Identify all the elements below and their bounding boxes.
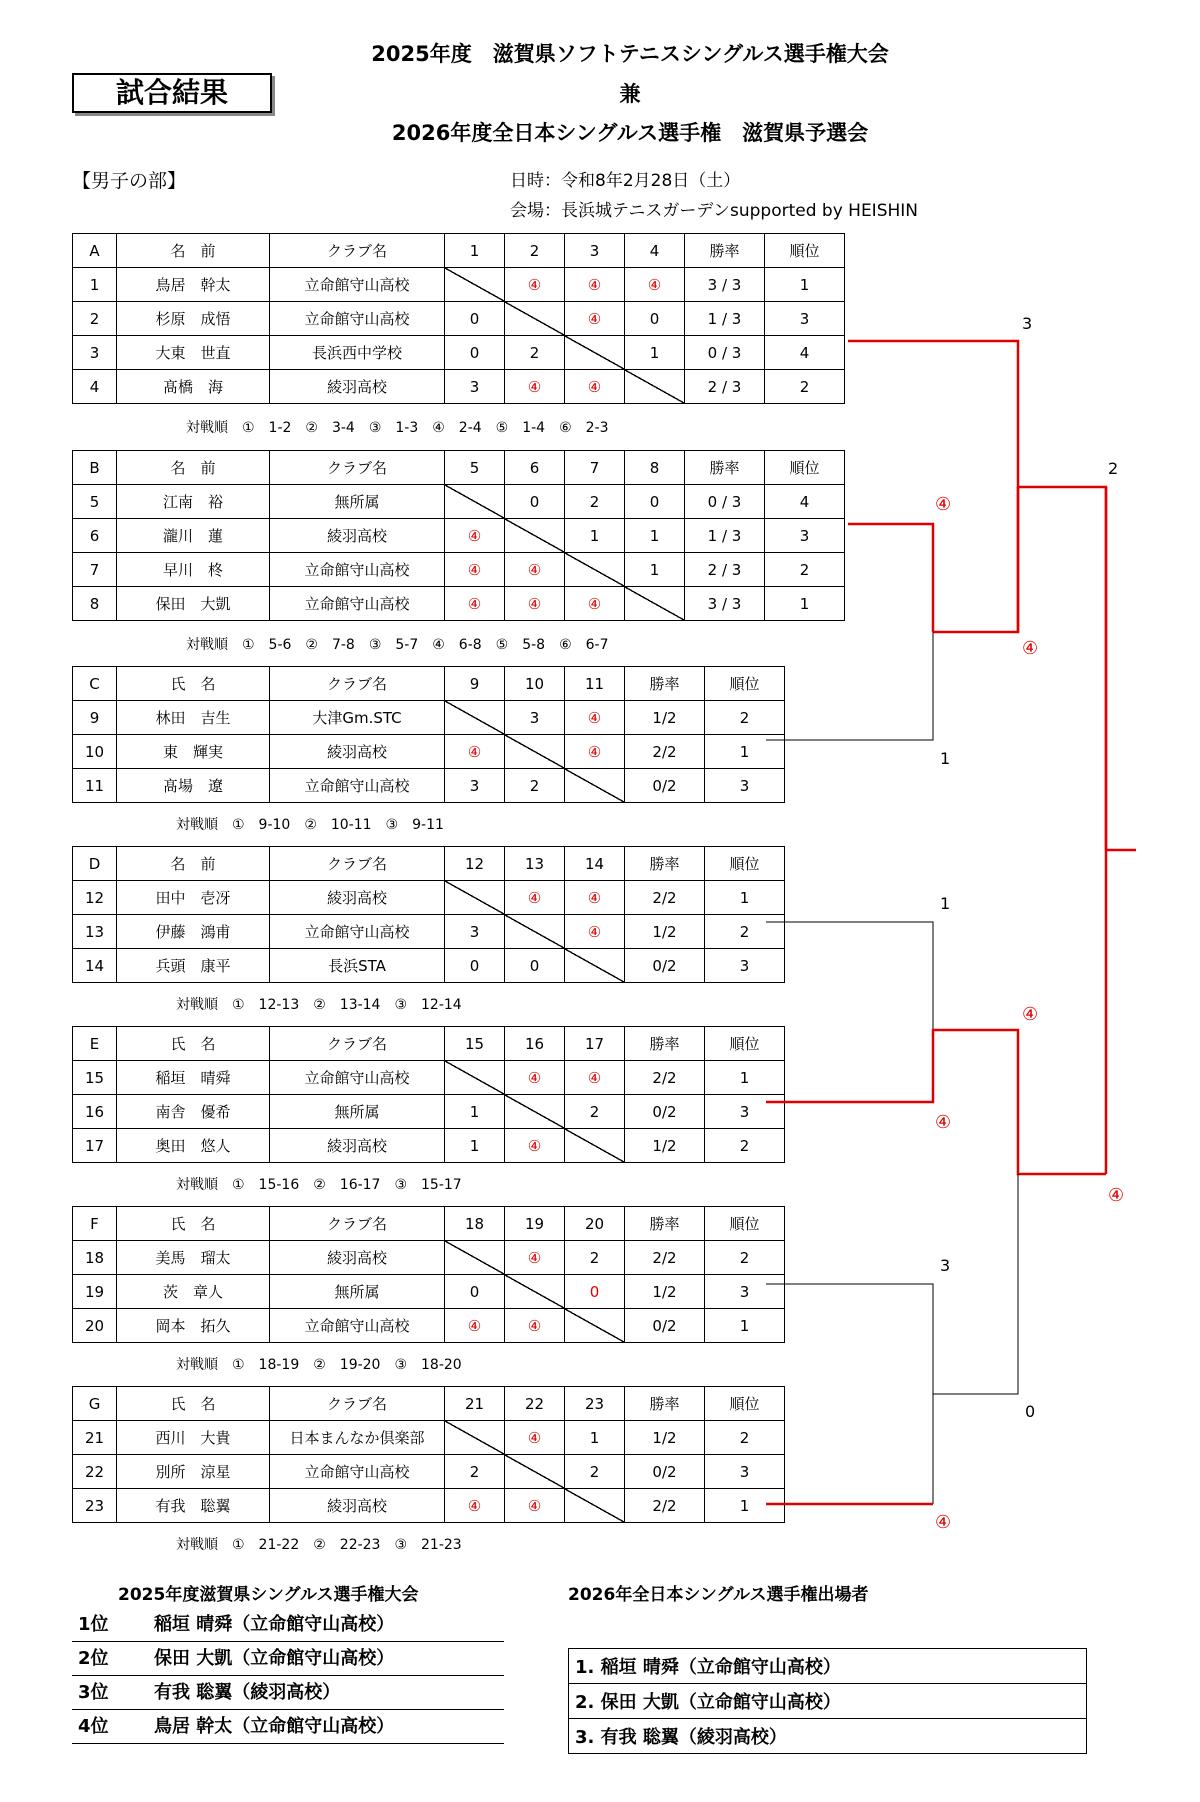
- win-rate: 1/2: [625, 701, 705, 735]
- player-name: 岡本 拓久: [117, 1309, 270, 1343]
- win-rate-header: 勝率: [685, 451, 765, 485]
- player-number: 19: [73, 1275, 117, 1309]
- win-rate: 2/2: [625, 735, 705, 769]
- win-rate-header: 勝率: [625, 667, 705, 701]
- bracket-score-a: 3: [1022, 314, 1033, 333]
- match-score: ④: [565, 701, 625, 735]
- win-rate-header: 勝率: [685, 234, 765, 268]
- player-number: 9: [73, 701, 117, 735]
- group-letter: A: [73, 234, 117, 268]
- group-rank: 2: [705, 1421, 785, 1455]
- player-name: 別所 涼星: [117, 1455, 270, 1489]
- player-number: 8: [73, 587, 117, 621]
- rank-header: 順位: [705, 667, 785, 701]
- match-score: 2: [565, 1241, 625, 1275]
- player-name: 大東 世直: [117, 336, 270, 370]
- match-order: 対戦順 ① 1-2 ② 3-4 ③ 1-3 ④ 2-4 ⑤ 1-4 ⑥ 2-3: [186, 420, 609, 436]
- group-rank: 1: [765, 268, 845, 302]
- opponent-number-header: 6: [505, 451, 565, 485]
- win-rate: 2 / 3: [685, 370, 765, 404]
- player-club: 立命館守山高校: [270, 769, 445, 803]
- win-rate: 0 / 3: [685, 336, 765, 370]
- group-letter: G: [73, 1387, 117, 1421]
- match-score: ④: [445, 553, 505, 587]
- player-club: 長浜西中学校: [270, 336, 445, 370]
- rank-position: 4位: [78, 1716, 109, 1737]
- player-name: 兵頭 康平: [117, 949, 270, 983]
- match-score: ④: [505, 1241, 565, 1275]
- player-name: 早川 柊: [117, 553, 270, 587]
- club-header: クラブ名: [270, 451, 445, 485]
- match-score: 1: [445, 1129, 505, 1163]
- opponent-number-header: 21: [445, 1387, 505, 1421]
- player-club: 立命館守山高校: [270, 553, 445, 587]
- player-club: 立命館守山高校: [270, 915, 445, 949]
- player-club: 立命館守山高校: [270, 268, 445, 302]
- win-rate: 0 / 3: [685, 485, 765, 519]
- player-number: 20: [73, 1309, 117, 1343]
- player-name: 南舎 優希: [117, 1095, 270, 1129]
- player-club: 綾羽高校: [270, 370, 445, 404]
- win-rate: 0/2: [625, 1309, 705, 1343]
- bracket-score-final-bottom: ④: [1108, 1185, 1125, 1206]
- match-score: ④: [565, 370, 625, 404]
- player-name: 林田 吉生: [117, 701, 270, 735]
- player-number: 13: [73, 915, 117, 949]
- opponent-number-header: 13: [505, 847, 565, 881]
- match-score: ④: [505, 1489, 565, 1523]
- event-date: 日時：令和8年2月28日（土）: [510, 171, 741, 191]
- opponent-number-header: 23: [565, 1387, 625, 1421]
- match-score: ④: [505, 1421, 565, 1455]
- bracket-score-g: ④: [935, 1512, 952, 1533]
- match-score: 0: [505, 949, 565, 983]
- player-number: 2: [73, 302, 117, 336]
- name-header: 氏 名: [117, 1387, 270, 1421]
- player-number: 14: [73, 949, 117, 983]
- group-rank: 3: [705, 949, 785, 983]
- match-score: 1: [565, 1421, 625, 1455]
- player-club: 立命館守山高校: [270, 1309, 445, 1343]
- player-number: 16: [73, 1095, 117, 1129]
- player-number: 11: [73, 769, 117, 803]
- group-letter: E: [73, 1027, 117, 1061]
- match-score: 0: [445, 336, 505, 370]
- rank-header: 順位: [705, 1027, 785, 1061]
- qualifiers-table: [568, 1648, 1087, 1754]
- division-label: 【男子の部】: [72, 170, 187, 192]
- match-score: ④: [505, 881, 565, 915]
- match-score: 2: [505, 769, 565, 803]
- player-club: 綾羽高校: [270, 735, 445, 769]
- win-rate: 1 / 3: [685, 519, 765, 553]
- player-number: 15: [73, 1061, 117, 1095]
- bracket-score-b: ④: [935, 494, 952, 515]
- player-name: 稲垣 晴舜: [117, 1061, 270, 1095]
- player-club: 無所属: [270, 1275, 445, 1309]
- player-club: 綾羽高校: [270, 1489, 445, 1523]
- group-rank: 2: [705, 701, 785, 735]
- win-rate: 0/2: [625, 1095, 705, 1129]
- opponent-number-header: 17: [565, 1027, 625, 1061]
- ranking-title: 2025年度滋賀県シングルス選手権大会: [118, 1585, 419, 1605]
- bracket-score-r2-top: 2: [1108, 459, 1119, 478]
- name-header: 名 前: [117, 847, 270, 881]
- win-rate: 1/2: [625, 1275, 705, 1309]
- rank-header: 順位: [705, 1387, 785, 1421]
- match-score: 3: [445, 769, 505, 803]
- name-header: 名 前: [117, 451, 270, 485]
- opponent-number-header: 9: [445, 667, 505, 701]
- match-score: 0: [565, 1275, 625, 1309]
- rank-name: 有我 聡翼（綾羽高校）: [154, 1682, 341, 1703]
- player-name: 瀧川 蓮: [117, 519, 270, 553]
- group-rank: 1: [705, 1489, 785, 1523]
- bracket-line-abc-win: [1018, 487, 1106, 850]
- opponent-number-header: 15: [445, 1027, 505, 1061]
- match-score: ④: [565, 735, 625, 769]
- player-club: 綾羽高校: [270, 1241, 445, 1275]
- match-score: ④: [505, 1129, 565, 1163]
- match-score: ④: [445, 587, 505, 621]
- opponent-number-header: 10: [505, 667, 565, 701]
- win-rate: 1/2: [625, 915, 705, 949]
- bracket-score-f: 3: [940, 1256, 951, 1275]
- player-number: 7: [73, 553, 117, 587]
- player-number: 5: [73, 485, 117, 519]
- player-number: 3: [73, 336, 117, 370]
- win-rate: 2/2: [625, 1061, 705, 1095]
- rank-name: 鳥居 幹太（立命館守山高校）: [154, 1716, 395, 1737]
- match-score: 3: [445, 915, 505, 949]
- name-header: 名 前: [117, 234, 270, 268]
- opponent-number-header: 3: [565, 234, 625, 268]
- player-club: 立命館守山高校: [270, 1061, 445, 1095]
- match-score: ④: [445, 1309, 505, 1343]
- rank-position: 2位: [78, 1648, 109, 1669]
- match-score: ④: [565, 302, 625, 336]
- player-name: 保田 大凱: [117, 587, 270, 621]
- club-header: クラブ名: [270, 1027, 445, 1061]
- group-rank: 2: [705, 1129, 785, 1163]
- group-rank: 4: [765, 485, 845, 519]
- player-club: 綾羽高校: [270, 519, 445, 553]
- group-rank: 1: [705, 1061, 785, 1095]
- player-club: 立命館守山高校: [270, 587, 445, 621]
- player-number: 1: [73, 268, 117, 302]
- rank-name: 保田 大凱（立命館守山高校）: [154, 1648, 395, 1669]
- win-rate: 2/2: [625, 1241, 705, 1275]
- match-score: 2: [565, 1095, 625, 1129]
- opponent-number-header: 2: [505, 234, 565, 268]
- name-header: 氏 名: [117, 1207, 270, 1241]
- group-letter: D: [73, 847, 117, 881]
- ranking-row: [72, 1710, 504, 1744]
- group-rank: 1: [705, 1309, 785, 1343]
- player-name: 東 輝実: [117, 735, 270, 769]
- player-number: 23: [73, 1489, 117, 1523]
- group-rank: 3: [765, 302, 845, 336]
- match-order: 対戦順 ① 12-13 ② 13-14 ③ 12-14: [176, 997, 462, 1013]
- win-rate-header: 勝率: [625, 1027, 705, 1061]
- win-rate-header: 勝率: [625, 847, 705, 881]
- bracket-line-fg: [933, 1174, 1018, 1394]
- match-score: 2: [445, 1455, 505, 1489]
- bracket-score-fg: 0: [1025, 1402, 1036, 1421]
- match-score: ④: [625, 268, 685, 302]
- win-rate: 1 / 3: [685, 302, 765, 336]
- group-rank: 4: [765, 336, 845, 370]
- match-score: ④: [505, 553, 565, 587]
- group-rank: 3: [705, 769, 785, 803]
- win-rate: 3 / 3: [685, 587, 765, 621]
- player-name: 茨 章人: [117, 1275, 270, 1309]
- player-club: 日本まんなか倶楽部: [270, 1421, 445, 1455]
- bracket-line-c: [766, 632, 933, 740]
- ranking-row: [72, 1676, 504, 1710]
- match-order: 対戦順 ① 5-6 ② 7-8 ③ 5-7 ④ 6-8 ⑤ 5-8 ⑥ 6-7: [186, 637, 609, 653]
- bracket-line-b-win: [848, 524, 933, 632]
- event-venue: 会場：長浜城テニスガーデンsupported by HEISHIN: [510, 201, 919, 221]
- group-rank: 3: [705, 1095, 785, 1129]
- match-score: 2: [505, 336, 565, 370]
- player-club: 長浜STA: [270, 949, 445, 983]
- group-rank: 1: [705, 881, 785, 915]
- tournament-title: 2025年度 滋賀県ソフトテニスシングルス選手権大会: [371, 42, 889, 66]
- opponent-number-header: 19: [505, 1207, 565, 1241]
- match-score: 2: [565, 485, 625, 519]
- win-rate: 2/2: [625, 881, 705, 915]
- match-score: ④: [445, 735, 505, 769]
- match-order: 対戦順 ① 15-16 ② 16-17 ③ 15-17: [176, 1177, 462, 1193]
- group-rank: 2: [765, 553, 845, 587]
- group-letter: C: [73, 667, 117, 701]
- match-score: ④: [505, 1061, 565, 1095]
- win-rate-header: 勝率: [625, 1387, 705, 1421]
- group-rank: 2: [705, 915, 785, 949]
- player-number: 17: [73, 1129, 117, 1163]
- rank-name: 稲垣 晴舜（立命館守山高校）: [154, 1614, 395, 1635]
- group-rank: 3: [765, 519, 845, 553]
- match-score: ④: [565, 915, 625, 949]
- player-name: 髙橋 海: [117, 370, 270, 404]
- match-score: 1: [445, 1095, 505, 1129]
- player-club: 立命館守山高校: [270, 302, 445, 336]
- rank-position: 1位: [78, 1614, 109, 1635]
- match-score: 3: [505, 701, 565, 735]
- opponent-number-header: 20: [565, 1207, 625, 1241]
- match-score: ④: [445, 519, 505, 553]
- bracket-line-f: [766, 1284, 933, 1504]
- match-score: 1: [565, 519, 625, 553]
- rank-header: 順位: [705, 1207, 785, 1241]
- win-rate: 0/2: [625, 769, 705, 803]
- player-number: 12: [73, 881, 117, 915]
- bracket-score-c: 1: [940, 749, 951, 768]
- club-header: クラブ名: [270, 1387, 445, 1421]
- win-rate: 0/2: [625, 1455, 705, 1489]
- opponent-number-header: 14: [565, 847, 625, 881]
- match-order: 対戦順 ① 18-19 ② 19-20 ③ 18-20: [176, 1357, 462, 1373]
- match-order: 対戦順 ① 21-22 ② 22-23 ③ 21-23: [176, 1537, 462, 1553]
- match-score: ④: [505, 370, 565, 404]
- tournament-subtitle: 2026年度全日本シングルス選手権 滋賀県予選会: [391, 121, 869, 145]
- club-header: クラブ名: [270, 234, 445, 268]
- player-name: 伊藤 鴻甫: [117, 915, 270, 949]
- bracket-line-d: [766, 922, 933, 1102]
- match-score: ④: [505, 1309, 565, 1343]
- match-score: 0: [625, 485, 685, 519]
- player-number: 6: [73, 519, 117, 553]
- tournament-title-conjunction: 兼: [619, 82, 641, 106]
- player-number: 18: [73, 1241, 117, 1275]
- match-score: 1: [625, 336, 685, 370]
- group-rank: 2: [705, 1241, 785, 1275]
- match-score: 0: [445, 1275, 505, 1309]
- opponent-number-header: 7: [565, 451, 625, 485]
- player-club: 無所属: [270, 485, 445, 519]
- qualifier-entry: 1. 稲垣 晴舜（立命館守山高校）: [569, 1649, 1087, 1684]
- qualifiers-title: 2026年全日本シングルス選手権出場者: [568, 1585, 869, 1605]
- qualifier-entry: 3. 有我 聡翼（綾羽高校）: [569, 1719, 1087, 1754]
- match-score: 0: [445, 949, 505, 983]
- match-score: ④: [565, 587, 625, 621]
- match-score: ④: [445, 1489, 505, 1523]
- rank-position: 3位: [78, 1682, 109, 1703]
- opponent-number-header: 22: [505, 1387, 565, 1421]
- player-name: 奥田 悠人: [117, 1129, 270, 1163]
- player-club: 綾羽高校: [270, 1129, 445, 1163]
- group-rank: 1: [765, 587, 845, 621]
- opponent-number-header: 1: [445, 234, 505, 268]
- qualifier-entry: 2. 保田 大凱（立命館守山高校）: [569, 1684, 1087, 1719]
- group-letter: F: [73, 1207, 117, 1241]
- bracket-score-de: ④: [1022, 1004, 1039, 1025]
- player-number: 4: [73, 370, 117, 404]
- match-score: 1: [625, 553, 685, 587]
- player-club: 無所属: [270, 1095, 445, 1129]
- group-rank: 3: [705, 1275, 785, 1309]
- player-number: 10: [73, 735, 117, 769]
- match-score: ④: [565, 1061, 625, 1095]
- opponent-number-header: 11: [565, 667, 625, 701]
- win-rate-header: 勝率: [625, 1207, 705, 1241]
- player-name: 美馬 瑠太: [117, 1241, 270, 1275]
- player-name: 杉原 成悟: [117, 302, 270, 336]
- opponent-number-header: 8: [625, 451, 685, 485]
- player-club: 大津Gm.STC: [270, 701, 445, 735]
- match-score: 0: [505, 485, 565, 519]
- player-number: 22: [73, 1455, 117, 1489]
- match-results-label: 試合結果: [72, 73, 272, 113]
- opponent-number-header: 18: [445, 1207, 505, 1241]
- rank-header: 順位: [705, 847, 785, 881]
- club-header: クラブ名: [270, 847, 445, 881]
- win-rate: 2 / 3: [685, 553, 765, 587]
- name-header: 氏 名: [117, 667, 270, 701]
- match-order: 対戦順 ① 9-10 ② 10-11 ③ 9-11: [176, 817, 444, 833]
- rank-header: 順位: [765, 234, 845, 268]
- win-rate: 0/2: [625, 949, 705, 983]
- opponent-number-header: 16: [505, 1027, 565, 1061]
- rank-header: 順位: [765, 451, 845, 485]
- match-score: ④: [565, 881, 625, 915]
- group-rank: 3: [705, 1455, 785, 1489]
- win-rate: 1/2: [625, 1421, 705, 1455]
- win-rate: 1/2: [625, 1129, 705, 1163]
- ranking-row: [72, 1608, 504, 1642]
- player-name: 髙場 遼: [117, 769, 270, 803]
- player-name: 鳥居 幹太: [117, 268, 270, 302]
- name-header: 氏 名: [117, 1027, 270, 1061]
- match-score: 0: [625, 302, 685, 336]
- match-score: ④: [505, 268, 565, 302]
- match-score: ④: [565, 268, 625, 302]
- player-name: 田中 壱冴: [117, 881, 270, 915]
- match-score: ④: [505, 587, 565, 621]
- bracket-score-e: ④: [935, 1112, 952, 1133]
- win-rate: 2/2: [625, 1489, 705, 1523]
- bracket-line-e-win: [766, 1030, 1106, 1174]
- club-header: クラブ名: [270, 1207, 445, 1241]
- club-header: クラブ名: [270, 667, 445, 701]
- group-letter: B: [73, 451, 117, 485]
- opponent-number-header: 5: [445, 451, 505, 485]
- opponent-number-header: 4: [625, 234, 685, 268]
- player-number: 21: [73, 1421, 117, 1455]
- player-name: 西川 大貴: [117, 1421, 270, 1455]
- opponent-number-header: 12: [445, 847, 505, 881]
- group-rank: 2: [765, 370, 845, 404]
- ranking-row: [72, 1642, 504, 1676]
- player-name: 江南 裕: [117, 485, 270, 519]
- bracket-score-ab: ④: [1022, 638, 1039, 659]
- match-score: 0: [445, 302, 505, 336]
- match-score: 1: [625, 519, 685, 553]
- player-club: 綾羽高校: [270, 881, 445, 915]
- match-score: 2: [565, 1455, 625, 1489]
- group-rank: 1: [705, 735, 785, 769]
- win-rate: 3 / 3: [685, 268, 765, 302]
- player-name: 有我 聡翼: [117, 1489, 270, 1523]
- match-score: 3: [445, 370, 505, 404]
- bracket-score-d: 1: [940, 894, 951, 913]
- player-club: 立命館守山高校: [270, 1455, 445, 1489]
